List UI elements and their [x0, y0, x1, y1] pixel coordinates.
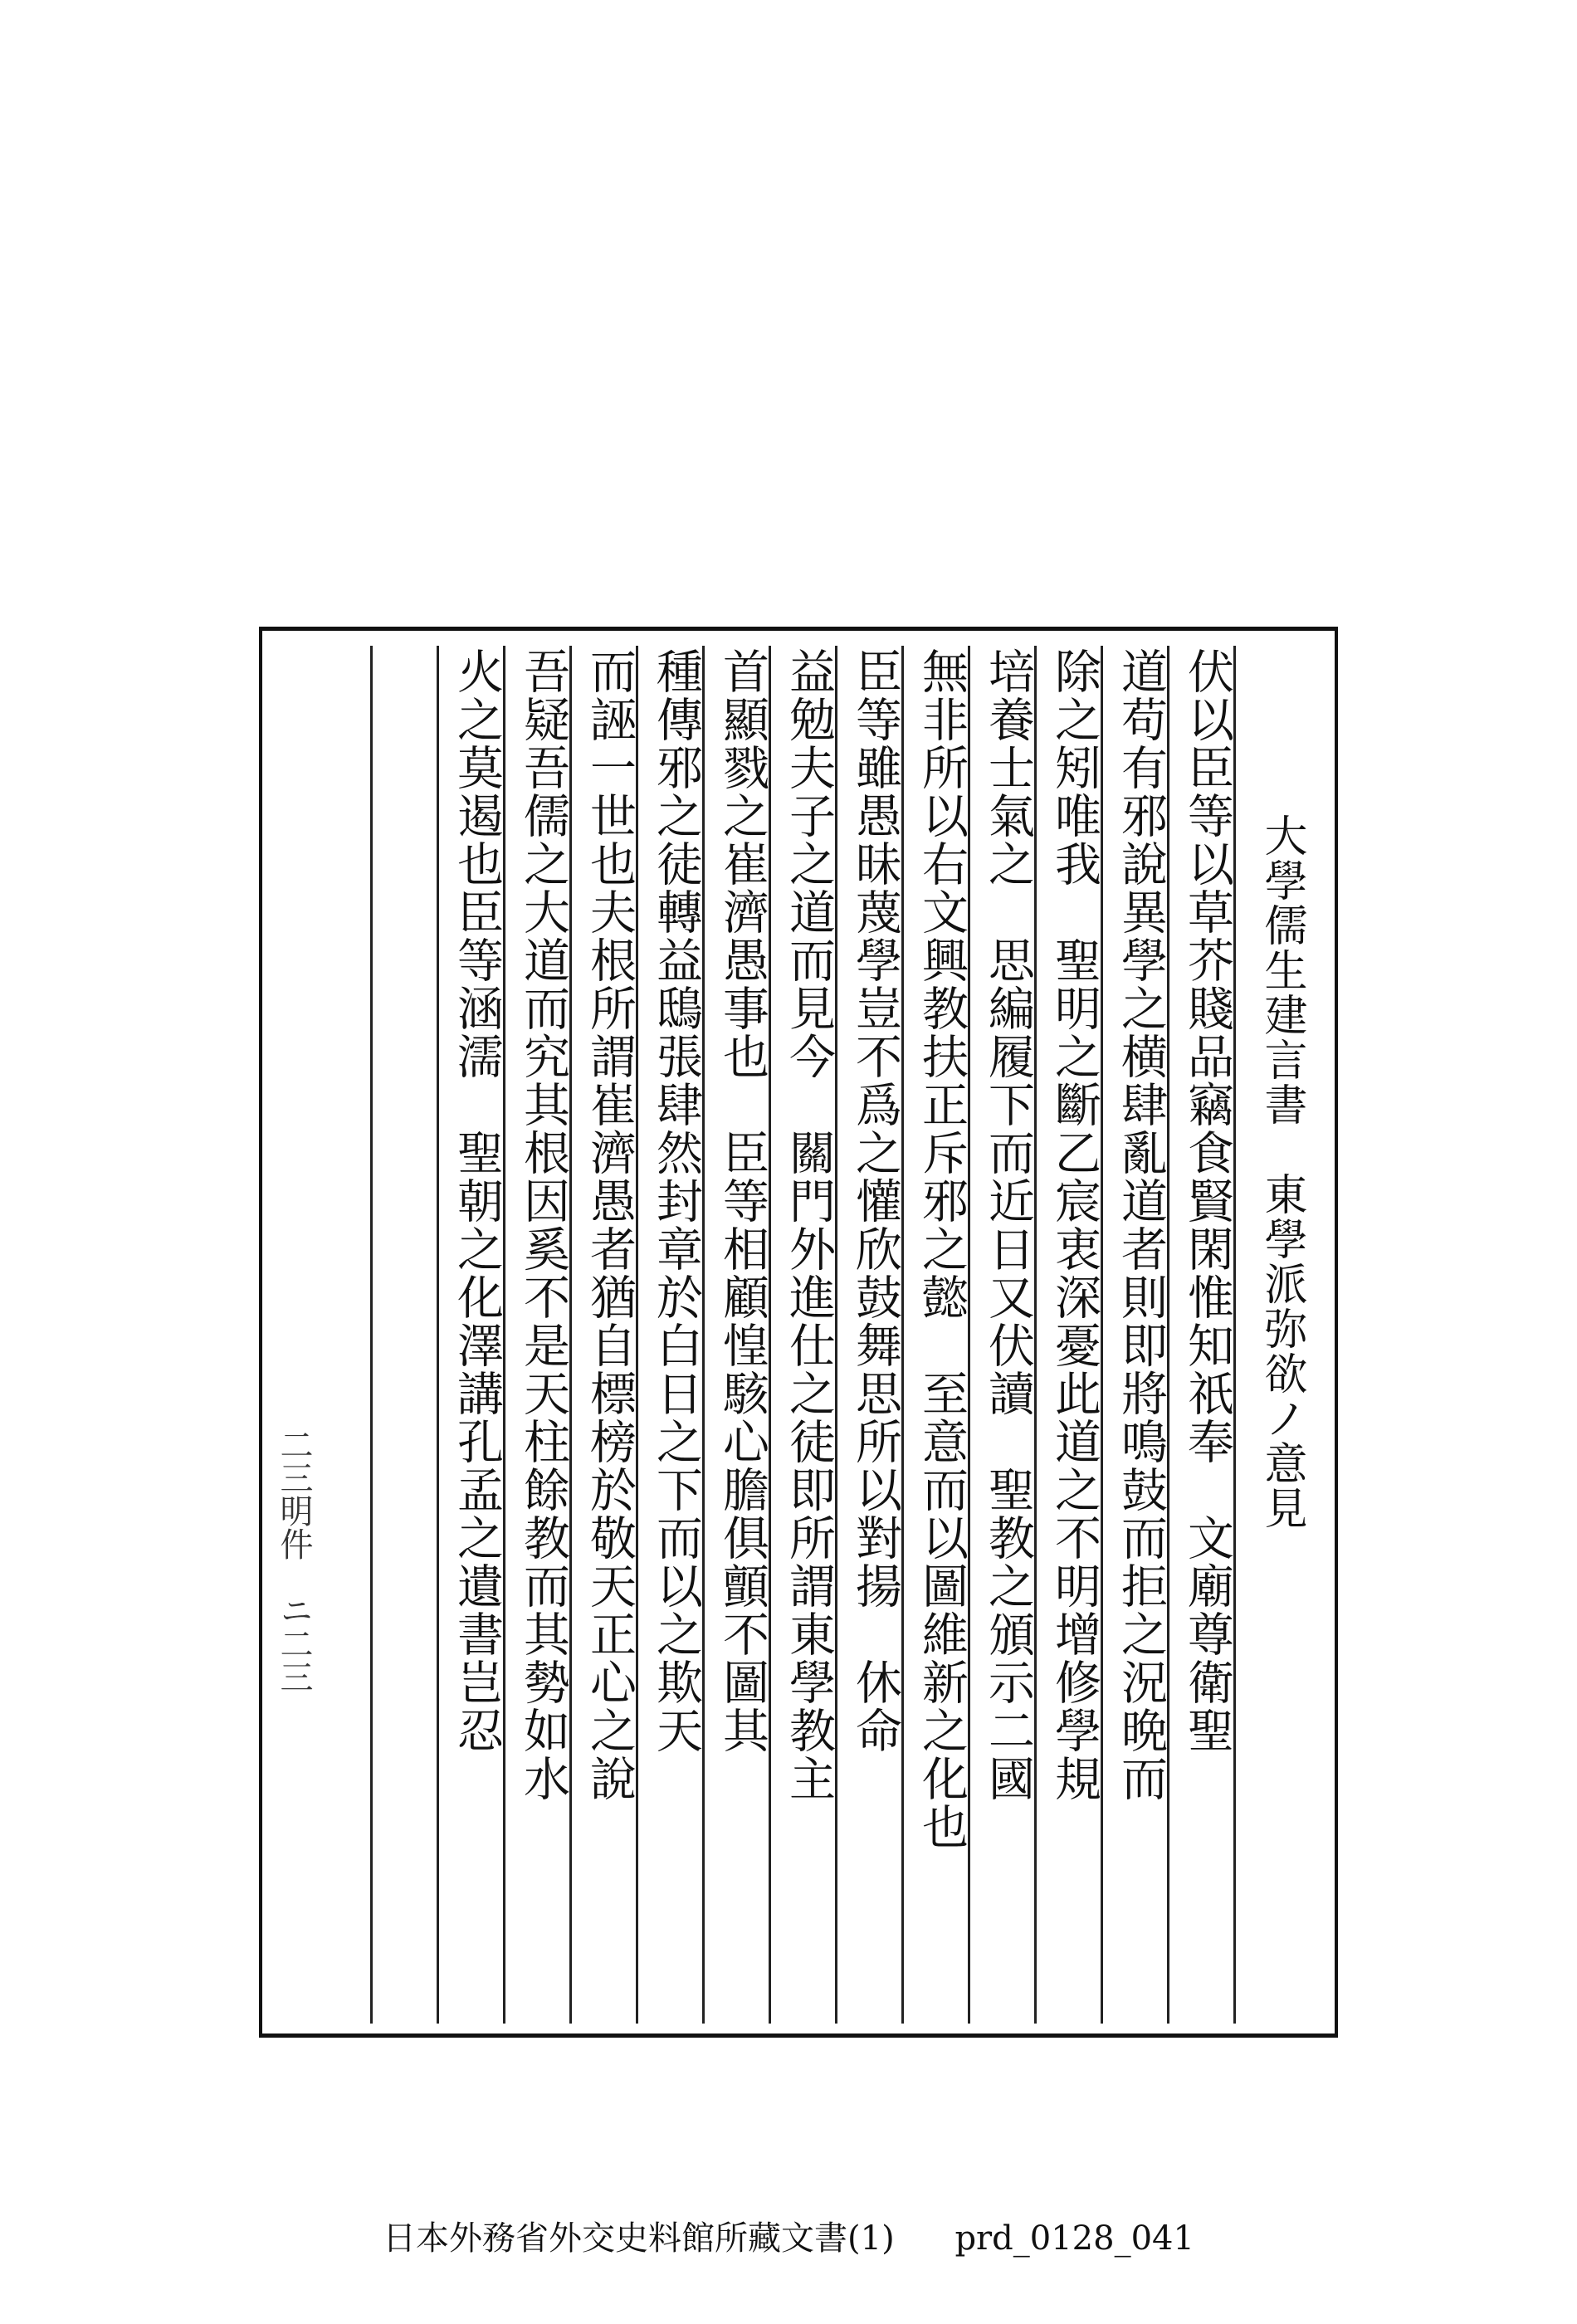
text-column-6: 臣等雖愚昧蔑學豈不爲之懽欣鼓舞思所以對揚 休命: [848, 647, 902, 1755]
text-column-8: 首顯戮之崔濟愚事也 臣等相顧惶駭心膽俱顫不圖其: [715, 647, 769, 1755]
text-column-12: 火之莫遏也臣等涵濡 聖朝之化澤講孔孟之遺書岂忍: [450, 647, 504, 1755]
text-column-10: 而誣一世也夫根所謂崔濟愚者猶自標榜於敬天正心之說: [583, 647, 637, 1803]
text-column-5: 無非所以右文興教扶正斥邪之懿 至意而以圖維新之化也: [915, 647, 969, 1851]
text-column-11: 吾疑吾儒之大道而究其根因奚不是天柱餘教而其勢如水: [516, 647, 570, 1803]
text-column-4: 培養士氣之 思編履下而近日又伏讀 聖教之頒示二國: [981, 647, 1035, 1803]
footer-archive-label: 日本外務省外交史料館所藏文書(1): [383, 2219, 895, 2258]
text-column-7: 益勉夫子之道而見今 關門外進仕之徒即所謂東學教主: [782, 647, 836, 1803]
margin-note: 二三明件 ニ二三: [275, 1428, 313, 1693]
text-column-1: 伏以臣等以草芥賤品竊食賢閑惟知祇奉 文廟尊衛聖: [1180, 647, 1234, 1755]
manuscript-frame: [259, 627, 1338, 2038]
header-note: 大學儒生建言書 東學派弥欲ノ意見: [1257, 813, 1306, 1531]
text-column-3: 除之矧唯我 聖明之斷乙宸衷深憂此道之不明增修學規: [1047, 647, 1101, 1803]
column-rule: [437, 646, 439, 2024]
text-column-2: 道苟有邪說異學之横肆亂道者則即將鳴鼓而拒之況晩而: [1114, 647, 1168, 1803]
column-rule: [370, 646, 373, 2024]
page-footer: [0, 2212, 1577, 2259]
footer-reference-id: prd_0128_041: [954, 2219, 1194, 2258]
text-column-9: 種傳邪之徒轉益鴟張肆然封章於白日之下而以之欺天: [649, 647, 703, 1755]
